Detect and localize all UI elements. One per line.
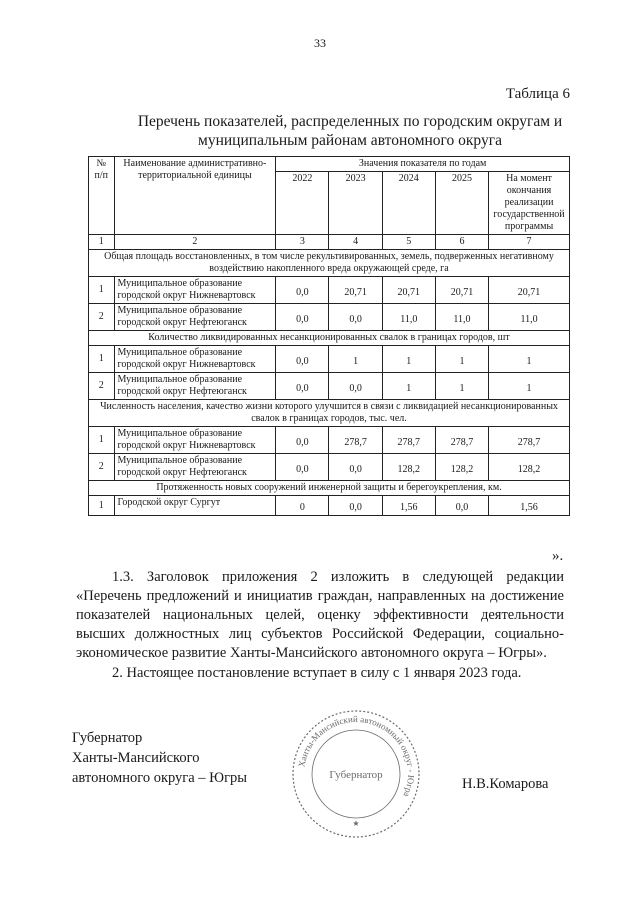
value-2022: 0,0	[276, 373, 329, 400]
paragraph-1-3: 1.3. Заголовок приложения 2 изложить в следующей редакции «Перечень предложений и инициатив граждан, направленных на достижение показателей национальных целей, оценку эффективности деятельности высших должностных лиц субъектов Российской Федерации, социально-экономическое развитие Ханты-Мансийского автономного округа – Югры».	[76, 569, 564, 661]
seal-star-icon: ★	[352, 819, 360, 828]
value-2022: 0,0	[276, 427, 329, 454]
col-number: 5	[382, 235, 435, 250]
section-title: Численность населения, качество жизни которого улучшится в связи с ликвидацией несанкционированных свалок в границах городов, тыс. чел.	[89, 400, 570, 427]
value-2022: 0	[276, 496, 329, 516]
value-end: 278,7	[489, 427, 570, 454]
col-number: 4	[329, 235, 382, 250]
row-name: Муниципальное образование городской округ Нефтеюганск	[114, 373, 276, 400]
value-2023: 0,0	[329, 454, 382, 481]
value-2024: 11,0	[382, 304, 435, 331]
value-end: 1	[489, 346, 570, 373]
section-title: Протяженность новых сооружений инженерной защиты и берегоукрепления, км.	[89, 481, 570, 496]
value-2025: 20,71	[435, 277, 488, 304]
row-name: Муниципальное образование городской округ Нижневартовск	[114, 277, 276, 304]
value-2025: 11,0	[435, 304, 488, 331]
header-year-2025: 2025	[435, 172, 488, 235]
value-2025: 1	[435, 373, 488, 400]
value-2025: 1	[435, 346, 488, 373]
value-2025: 128,2	[435, 454, 488, 481]
signatory-line-3: автономного округа – Югры	[72, 770, 248, 786]
table-title-line-1: Перечень показателей, распределенных по городским округам и	[137, 113, 563, 130]
row-num: 1	[89, 496, 115, 516]
value-2022: 0,0	[276, 277, 329, 304]
value-2023: 20,71	[329, 277, 382, 304]
table-title	[120, 112, 580, 150]
header-name: Наименование административно-территориальной единицы	[114, 157, 276, 235]
value-2025: 0,0	[435, 496, 488, 516]
col-number: 7	[489, 235, 570, 250]
table-row	[89, 373, 570, 400]
table-label: Таблица 6	[505, 86, 570, 102]
value-2023: 0,0	[329, 304, 382, 331]
value-2023: 1	[329, 346, 382, 373]
row-name: Городской округ Сургут	[114, 496, 276, 516]
value-2024: 1	[382, 346, 435, 373]
header-year-2023: 2023	[329, 172, 382, 235]
table-row	[89, 277, 570, 304]
row-num: 1	[89, 346, 115, 373]
value-2022: 0,0	[276, 454, 329, 481]
value-end: 1,56	[489, 496, 570, 516]
col-number: 3	[276, 235, 329, 250]
signatory-name: Н.В.Комарова	[462, 776, 549, 792]
col-number: 1	[89, 235, 115, 250]
value-end: 1	[489, 373, 570, 400]
paragraph-2: 2. Настоящее постановление вступает в силу с 1 января 2023 года.	[112, 665, 522, 681]
value-end: 128,2	[489, 454, 570, 481]
value-2024: 1	[382, 373, 435, 400]
value-2023: 0,0	[329, 373, 382, 400]
row-name: Муниципальное образование городской округ Нижневартовск	[114, 346, 276, 373]
value-2022: 0,0	[276, 304, 329, 331]
row-name: Муниципальное образование городской округ Нижневартовск	[114, 427, 276, 454]
col-number: 2	[114, 235, 276, 250]
table-row	[89, 427, 570, 454]
header-year-2024: 2024	[382, 172, 435, 235]
value-2024: 278,7	[382, 427, 435, 454]
official-seal	[290, 708, 422, 840]
value-2024: 1,56	[382, 496, 435, 516]
row-num: 2	[89, 304, 115, 331]
value-2024: 20,71	[382, 277, 435, 304]
table-row	[89, 496, 570, 516]
seal-center-text: Губернатор	[329, 769, 383, 781]
col-number: 6	[435, 235, 488, 250]
closing-quote-mark: ».	[552, 548, 564, 564]
seal-ring-text: Ханты-Мансийский автономный округ - Югра	[296, 713, 417, 799]
table-row	[89, 346, 570, 373]
section-title: Количество ликвидированных несанкционированных свалок в границах городов, шт	[89, 331, 570, 346]
value-2025: 278,7	[435, 427, 488, 454]
value-2023: 278,7	[329, 427, 382, 454]
row-num: 1	[89, 427, 115, 454]
header-end-of-program: На момент окончания реализации государственной программы	[489, 172, 570, 235]
row-name: Муниципальное образование городской округ Нефтеюганск	[114, 304, 276, 331]
section-title: Общая площадь восстановленных, в том числе рекультивированных, земель, подверженных негативному воздействию накопленного вреда окружающей среде, га	[89, 250, 570, 277]
page-number: 33	[314, 36, 326, 50]
table-row	[89, 304, 570, 331]
header-num: № п/п	[89, 157, 115, 235]
header-year-2022: 2022	[276, 172, 329, 235]
signatory-line-2: Ханты-Мансийского	[72, 750, 200, 766]
value-2022: 0,0	[276, 346, 329, 373]
indicators-table	[88, 156, 570, 516]
value-2023: 0,0	[329, 496, 382, 516]
table-row	[89, 454, 570, 481]
row-num: 1	[89, 277, 115, 304]
row-num: 2	[89, 454, 115, 481]
signatory-line-1: Губернатор	[72, 730, 143, 746]
table-title-line-2: муниципальным районам автономного округа	[198, 132, 502, 149]
row-name: Муниципальное образование городской округ Нефтеюганск	[114, 454, 276, 481]
header-values-group: Значения показателя по годам	[276, 157, 570, 172]
value-end: 20,71	[489, 277, 570, 304]
row-num: 2	[89, 373, 115, 400]
value-end: 11,0	[489, 304, 570, 331]
value-2024: 128,2	[382, 454, 435, 481]
signatory-title	[72, 728, 247, 788]
